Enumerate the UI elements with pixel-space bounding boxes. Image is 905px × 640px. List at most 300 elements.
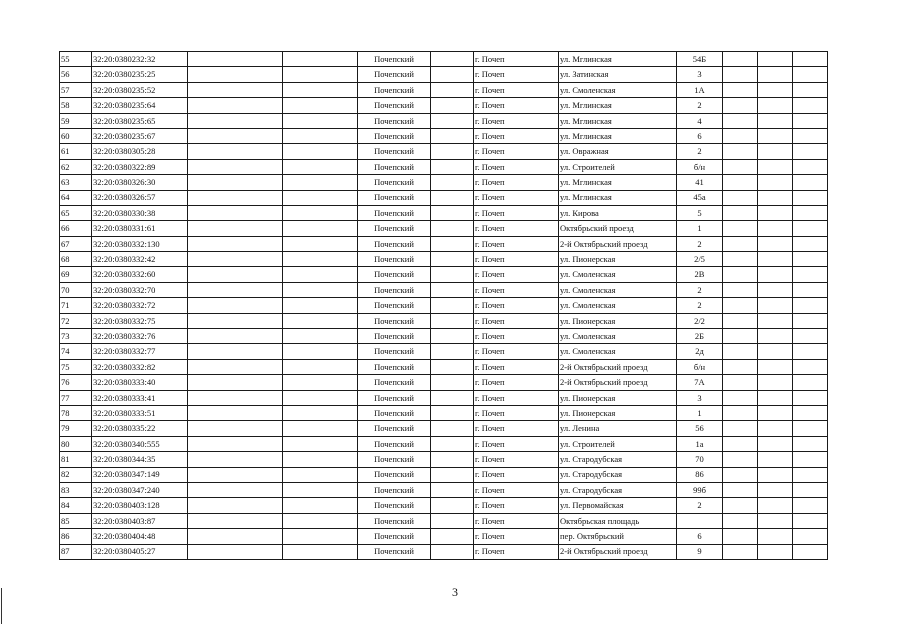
cell-empty [283,467,358,482]
cell-empty [793,421,828,436]
cell-empty [793,482,828,497]
cell-cadastral-number: 32:20:0380305:28 [92,144,188,159]
cell-empty [723,52,758,67]
cell-row-number: 61 [60,144,92,159]
cell-empty [758,298,793,313]
cell-cadastral-number: 32:20:0380332:72 [92,298,188,313]
cell-empty [793,436,828,451]
cell-row-number: 63 [60,175,92,190]
cell-cadastral-number: 32:20:0380332:75 [92,313,188,328]
cell-empty [723,175,758,190]
cell-empty [723,267,758,282]
cell-empty [758,421,793,436]
cell-town: г. Почеп [474,113,559,128]
cell-empty [723,144,758,159]
cell-empty [793,452,828,467]
cell-empty [283,282,358,297]
cell-empty [188,529,283,544]
cell-district: Почепский [358,159,431,174]
cell-empty [283,175,358,190]
cell-house-number: 7А [677,375,723,390]
cell-row-number: 75 [60,359,92,374]
cell-cadastral-number: 32:20:0380332:77 [92,344,188,359]
cell-row-number: 65 [60,205,92,220]
cell-district: Почепский [358,82,431,97]
cell-cadastral-number: 32:20:0380330:38 [92,205,188,220]
cell-empty [793,313,828,328]
cell-row-number: 68 [60,252,92,267]
cell-empty [758,344,793,359]
table-row [60,128,828,143]
table-row [60,67,828,82]
cell-empty [758,282,793,297]
cell-row-number: 77 [60,390,92,405]
cell-empty [793,82,828,97]
cell-empty [758,205,793,220]
cell-row-number: 62 [60,159,92,174]
cell-district: Почепский [358,482,431,497]
cell-empty [431,313,474,328]
table-row [60,359,828,374]
cell-empty [188,267,283,282]
cell-empty [431,467,474,482]
table-row [60,113,828,128]
table-row [60,344,828,359]
cell-empty [283,52,358,67]
cell-district: Почепский [358,344,431,359]
cell-empty [188,144,283,159]
cell-street: ул. Строителей [559,159,677,174]
cell-empty [793,236,828,251]
cell-empty [431,405,474,420]
cell-empty [431,52,474,67]
cell-empty [188,544,283,559]
cell-row-number: 58 [60,98,92,113]
cell-empty [793,298,828,313]
cell-empty [723,513,758,528]
cell-district: Почепский [358,128,431,143]
cell-empty [283,375,358,390]
cell-empty [758,128,793,143]
cell-empty [188,421,283,436]
page-number: 3 [452,585,458,599]
cell-cadastral-number: 32:20:0380344:35 [92,452,188,467]
cell-cadastral-number: 32:20:0380326:30 [92,175,188,190]
cell-empty [188,82,283,97]
cell-empty [431,344,474,359]
cell-empty [431,67,474,82]
cell-empty [793,67,828,82]
cell-street: пер. Октябрьский [559,529,677,544]
cell-district: Почепский [358,252,431,267]
cell-empty [188,205,283,220]
cell-empty [283,128,358,143]
cell-row-number: 71 [60,298,92,313]
cell-empty [758,498,793,513]
cell-empty [431,267,474,282]
table-row [60,82,828,97]
cell-empty [283,482,358,497]
cell-street: ул. Ленина [559,421,677,436]
cell-street: ул. Стародубская [559,452,677,467]
cell-house-number: 70 [677,452,723,467]
cell-town: г. Почеп [474,98,559,113]
cell-town: г. Почеп [474,329,559,344]
cell-empty [188,436,283,451]
cell-empty [188,98,283,113]
cell-empty [283,98,358,113]
cell-empty [723,236,758,251]
cell-town: г. Почеп [474,190,559,205]
cell-street: Октябрьский проезд [559,221,677,236]
cell-empty [431,390,474,405]
cell-row-number: 55 [60,52,92,67]
cell-empty [283,436,358,451]
cell-street: ул. Пионерская [559,405,677,420]
cell-empty [723,467,758,482]
cell-street: ул. Первомайская [559,498,677,513]
cell-empty [431,159,474,174]
cell-empty [723,405,758,420]
cell-row-number: 76 [60,375,92,390]
cell-empty [723,544,758,559]
cell-cadastral-number: 32:20:0380332:60 [92,267,188,282]
cell-district: Почепский [358,205,431,220]
cell-empty [283,313,358,328]
table-row [60,313,828,328]
cell-empty [188,452,283,467]
cell-empty [758,98,793,113]
cell-empty [283,190,358,205]
cell-empty [723,67,758,82]
cell-town: г. Почеп [474,375,559,390]
table-row [60,236,828,251]
cell-house-number: 2В [677,267,723,282]
cell-empty [431,221,474,236]
table-row [60,375,828,390]
cell-empty [431,236,474,251]
cell-empty [283,359,358,374]
cell-empty [758,329,793,344]
cell-row-number: 66 [60,221,92,236]
cell-empty [793,329,828,344]
table-row [60,498,828,513]
cell-empty [793,113,828,128]
cell-empty [188,128,283,143]
cell-empty [793,529,828,544]
cell-empty [431,421,474,436]
cell-town: г. Почеп [474,482,559,497]
cell-row-number: 74 [60,344,92,359]
cell-house-number: 2 [677,144,723,159]
cell-empty [188,159,283,174]
cell-empty [723,282,758,297]
cell-house-number: 2Б [677,329,723,344]
cell-district: Почепский [358,498,431,513]
cell-town: г. Почеп [474,221,559,236]
cell-cadastral-number: 32:20:0380333:51 [92,405,188,420]
cell-empty [793,498,828,513]
cell-town: г. Почеп [474,267,559,282]
cell-town: г. Почеп [474,421,559,436]
cell-empty [283,144,358,159]
cell-cadastral-number: 32:20:0380333:41 [92,390,188,405]
cell-cadastral-number: 32:20:0380235:64 [92,98,188,113]
cell-empty [283,390,358,405]
cell-empty [188,390,283,405]
cell-empty [723,128,758,143]
cell-empty [793,252,828,267]
cell-empty [431,175,474,190]
cell-street: ул. Мглинская [559,52,677,67]
cell-town: г. Почеп [474,467,559,482]
table-row [60,529,828,544]
cell-empty [283,498,358,513]
cell-house-number: 56 [677,421,723,436]
cell-cadastral-number: 32:20:0380340:555 [92,436,188,451]
cell-row-number: 64 [60,190,92,205]
cell-house-number: 2 [677,236,723,251]
cell-empty [188,498,283,513]
cell-house-number: 1а [677,436,723,451]
cell-empty [723,375,758,390]
cell-empty [188,329,283,344]
cell-town: г. Почеп [474,359,559,374]
cell-district: Почепский [358,298,431,313]
cell-street: ул. Строителей [559,436,677,451]
cell-empty [758,236,793,251]
cell-house-number: 41 [677,175,723,190]
cell-house-number: 5 [677,205,723,220]
cell-street: 2-й Октябрьский проезд [559,375,677,390]
cell-cadastral-number: 32:20:0380405:27 [92,544,188,559]
cell-empty [793,205,828,220]
cell-empty [431,482,474,497]
cell-cadastral-number: 32:20:0380235:25 [92,67,188,82]
table-row [60,467,828,482]
cell-cadastral-number: 32:20:0380335:22 [92,421,188,436]
cell-cadastral-number: 32:20:0380332:82 [92,359,188,374]
cell-empty [758,375,793,390]
cell-street: ул. Мглинская [559,98,677,113]
cell-row-number: 69 [60,267,92,282]
cell-street: ул. Мглинская [559,128,677,143]
cell-cadastral-number: 32:20:0380333:40 [92,375,188,390]
cell-empty [793,467,828,482]
cell-empty [758,544,793,559]
cell-cadastral-number: 32:20:0380331:61 [92,221,188,236]
cell-house-number: 2 [677,298,723,313]
cell-empty [723,344,758,359]
cell-empty [283,529,358,544]
cell-district: Почепский [358,313,431,328]
cell-street: ул. Пионерская [559,313,677,328]
cell-empty [723,205,758,220]
cell-empty [723,252,758,267]
cell-empty [188,67,283,82]
cell-empty [431,144,474,159]
cell-row-number: 59 [60,113,92,128]
cell-house-number: 99б [677,482,723,497]
cell-street: ул. Стародубская [559,482,677,497]
cell-street: ул. Мглинская [559,113,677,128]
cell-empty [758,82,793,97]
cell-empty [758,405,793,420]
cell-empty [723,190,758,205]
cell-street: ул. Мглинская [559,190,677,205]
cell-empty [283,329,358,344]
table-row [60,205,828,220]
cell-empty [431,190,474,205]
cell-street: ул. Смоленская [559,298,677,313]
cell-empty [283,405,358,420]
cell-empty [431,128,474,143]
cell-empty [431,98,474,113]
cell-row-number: 86 [60,529,92,544]
cell-cadastral-number: 32:20:0380322:89 [92,159,188,174]
cell-street: ул. Овражная [559,144,677,159]
cell-town: г. Почеп [474,67,559,82]
cell-house-number: 4 [677,113,723,128]
cell-town: г. Почеп [474,390,559,405]
cell-house-number: 2д [677,344,723,359]
cell-empty [188,221,283,236]
cell-house-number: 9 [677,544,723,559]
cell-empty [758,359,793,374]
cell-empty [283,452,358,467]
table-row [60,252,828,267]
cell-street: ул. Смоленская [559,282,677,297]
table-row [60,329,828,344]
cell-empty [188,252,283,267]
cell-empty [793,405,828,420]
cell-house-number: 2/2 [677,313,723,328]
cell-empty [793,544,828,559]
cell-street: ул. Пионерская [559,390,677,405]
cell-empty [723,98,758,113]
cell-empty [188,482,283,497]
cell-street: ул. Стародубская [559,467,677,482]
cell-empty [283,267,358,282]
cell-house-number: 6 [677,128,723,143]
cell-cadastral-number: 32:20:0380235:65 [92,113,188,128]
cell-street: ул. Смоленская [559,344,677,359]
cell-cadastral-number: 32:20:0380235:52 [92,82,188,97]
cell-house-number: 3 [677,390,723,405]
cell-empty [758,221,793,236]
cell-district: Почепский [358,544,431,559]
cell-empty [431,298,474,313]
cell-empty [431,452,474,467]
cell-empty [793,267,828,282]
table-row [60,221,828,236]
cell-empty [793,390,828,405]
cell-row-number: 80 [60,436,92,451]
cell-district: Почепский [358,529,431,544]
cell-empty [283,159,358,174]
cell-empty [723,113,758,128]
cell-empty [793,98,828,113]
cell-empty [793,513,828,528]
cell-town: г. Почеп [474,128,559,143]
cell-empty [188,298,283,313]
cell-empty [431,282,474,297]
cell-district: Почепский [358,113,431,128]
cell-empty [283,113,358,128]
cell-empty [723,452,758,467]
cell-empty [758,144,793,159]
cell-cadastral-number: 32:20:0380332:130 [92,236,188,251]
cell-empty [758,252,793,267]
cell-house-number: 45а [677,190,723,205]
cell-empty [188,175,283,190]
cell-district: Почепский [358,221,431,236]
cell-empty [188,282,283,297]
cell-cadastral-number: 32:20:0380332:42 [92,252,188,267]
cell-empty [188,513,283,528]
cell-empty [431,113,474,128]
cell-empty [283,421,358,436]
cell-empty [431,205,474,220]
cell-empty [431,436,474,451]
cell-empty [793,282,828,297]
cell-cadastral-number: 32:20:0380403:128 [92,498,188,513]
cell-empty [758,159,793,174]
cell-house-number [677,513,723,528]
cell-empty [283,344,358,359]
cell-empty [793,159,828,174]
cell-row-number: 84 [60,498,92,513]
cell-house-number: 2 [677,282,723,297]
cell-empty [188,344,283,359]
table-row [60,452,828,467]
cell-row-number: 60 [60,128,92,143]
cell-district: Почепский [358,267,431,282]
cell-house-number: б/н [677,159,723,174]
cell-row-number: 85 [60,513,92,528]
cell-empty [431,498,474,513]
cell-town: г. Почеп [474,498,559,513]
cell-house-number: 54Б [677,52,723,67]
cell-empty [283,205,358,220]
cell-empty [283,513,358,528]
cell-cadastral-number: 32:20:0380347:240 [92,482,188,497]
cell-town: г. Почеп [474,344,559,359]
cell-empty [283,221,358,236]
cell-empty [723,159,758,174]
cell-district: Почепский [358,375,431,390]
cell-empty [758,452,793,467]
cell-empty [431,375,474,390]
cell-empty [758,529,793,544]
cell-empty [793,190,828,205]
cell-empty [793,221,828,236]
cell-empty [758,190,793,205]
cell-town: г. Почеп [474,529,559,544]
cell-district: Почепский [358,175,431,190]
cell-town: г. Почеп [474,52,559,67]
cell-empty [188,190,283,205]
cell-empty [723,298,758,313]
table-row [60,405,828,420]
table-row [60,390,828,405]
cell-town: г. Почеп [474,513,559,528]
cell-row-number: 72 [60,313,92,328]
cell-empty [723,482,758,497]
cell-street: ул. Смоленская [559,329,677,344]
cell-cadastral-number: 32:20:0380235:67 [92,128,188,143]
cell-empty [793,344,828,359]
